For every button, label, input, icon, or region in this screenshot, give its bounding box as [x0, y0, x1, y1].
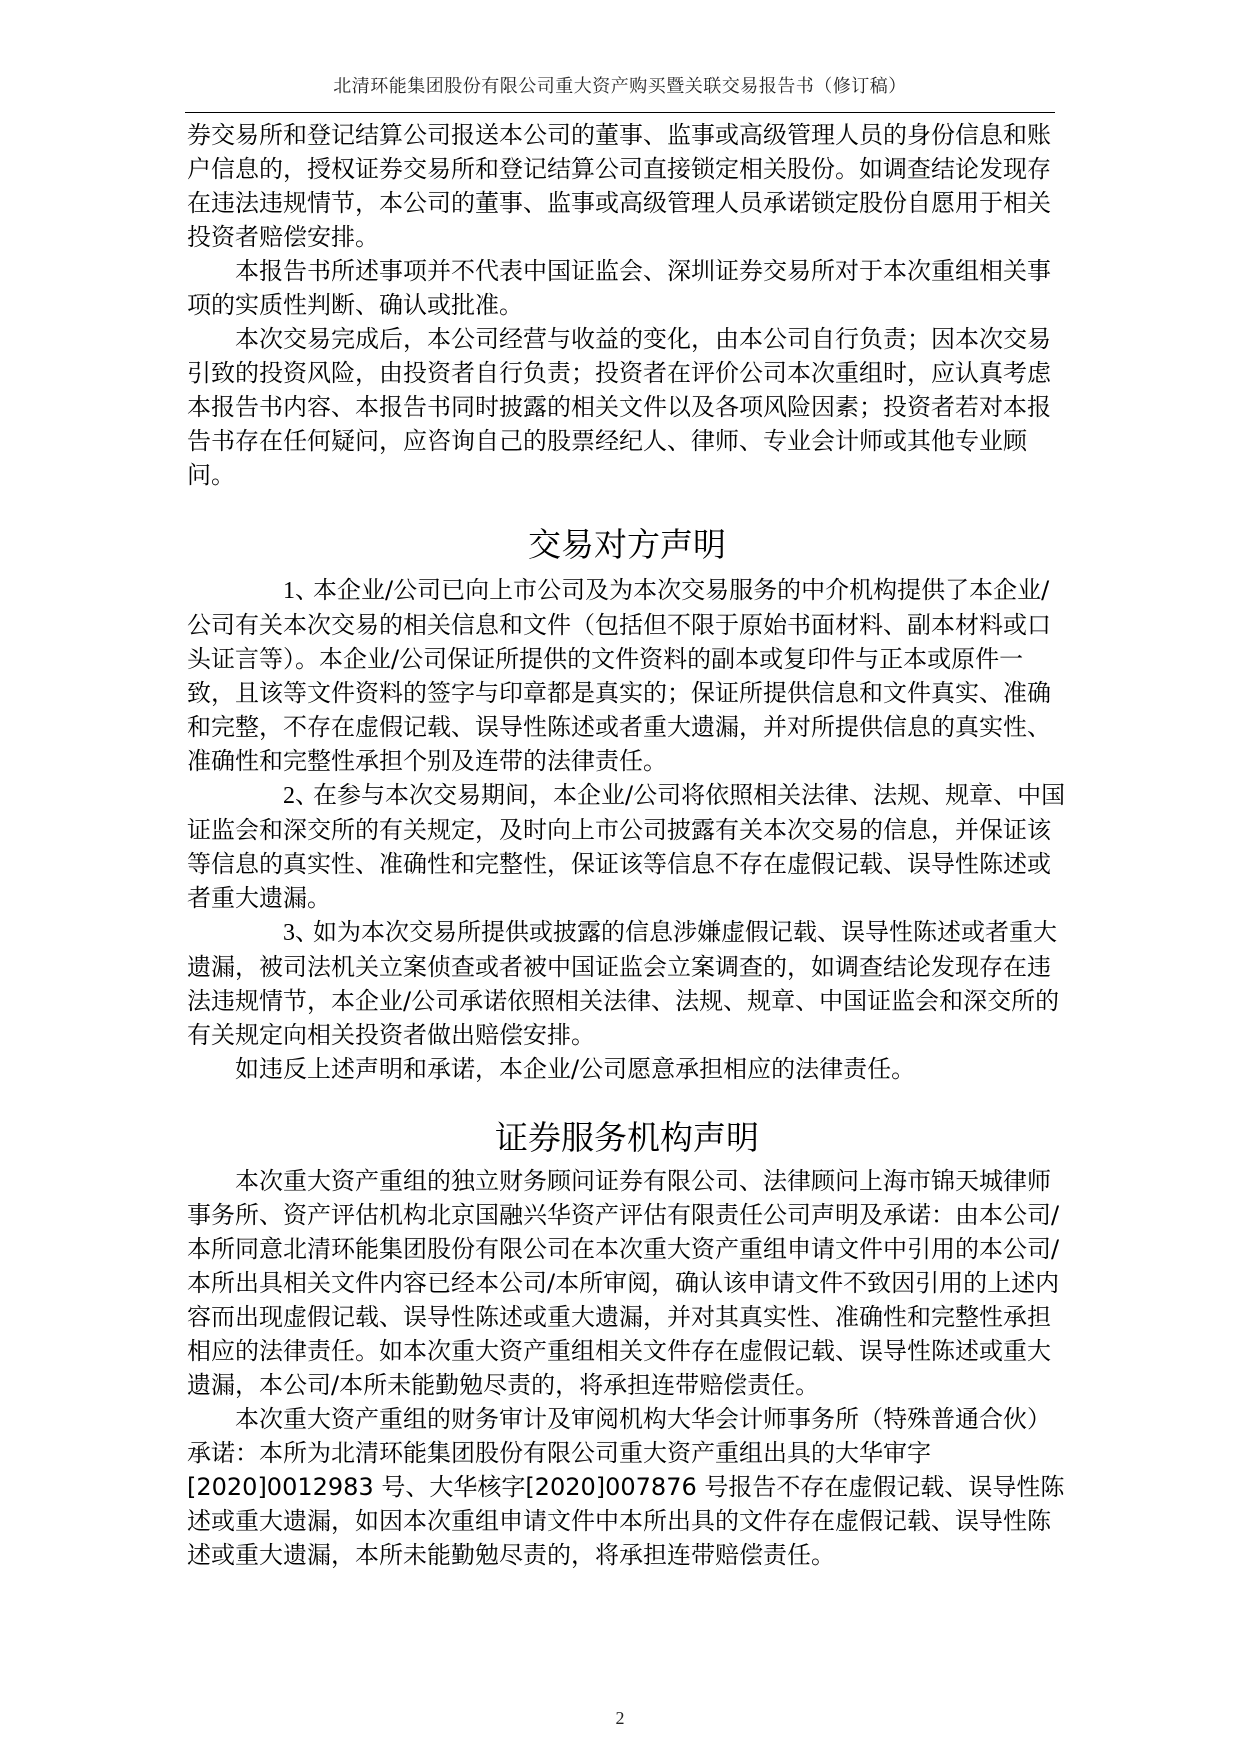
- continuation-paragraph: 券交易所和登记结算公司报送本公司的董事、监事或高级管理人员的身份信息和账户信息的，授权证券交易所和登记结算公司直接锁定相关股份。如调查结论发现存在违法违规情节，本公司的董事、监事或高级管理人员承诺锁定股份自愿用于相关投资者赔偿安排。: [187, 121, 1051, 251]
- item-text: 在参与本次交易期间，本企业/公司将依照相关法律、法规、规章、中国证监会和深交所的有关规定，及时向上市公司披露有关本次交易的信息，并保证该等信息的真实性、准确性和完整性，保证该等信息不存在虚假记载、误导性陈述或者重大遗漏。: [187, 781, 1066, 912]
- item-number: 1、: [283, 578, 319, 604]
- page-number: 2: [615, 1708, 625, 1728]
- item-text: 如为本次交易所提供或披露的信息涉嫌虚假记载、误导性陈述或者重大遗漏，被司法机关立案侦查或者被中国证监会立案调查的，如调查结论发现存在违法违规情节，本企业/公司承诺依照相关法律、法规、规章、中国证监会和深交所的有关规定向相关投资者做出赔偿安排。: [187, 918, 1060, 1049]
- risk-paragraph: 本次交易完成后，本公司经营与收益的变化，由本公司自行负责；因本次交易引致的投资风险，由投资者自行负责；投资者在评价公司本次重组时，应认真考虑本报告书内容、本报告书同时披露的相关文件以及各项风险因素；投资者若对本报告书存在任何疑问，应咨询自己的股票经纪人、律师、专业会计师或其他专业顾问。: [187, 325, 1051, 489]
- header-divider: [185, 112, 1055, 113]
- counterparty-item-1: [187, 573, 1067, 778]
- item-number: 2、: [283, 783, 319, 809]
- item-number: 3、: [283, 920, 319, 946]
- document-header: 北清环能集团股份有限公司重大资产购买暨关联交易报告书（修订稿）: [333, 76, 907, 97]
- disclaimer-paragraph: 本报告书所述事项并不代表中国证监会、深圳证券交易所对于本次重组相关事项的实质性判断、确认或批准。: [187, 257, 1051, 319]
- counterparty-closing: 如违反上述声明和承诺，本企业/公司愿意承担相应的法律责任。: [235, 1055, 916, 1083]
- counterparty-item-3: [187, 915, 1067, 1052]
- service-paragraph-1: 本次重大资产重组的独立财务顾问证券有限公司、法律顾问上海市锦天城律师事务所、资产评估机构北京国融兴华资产评估有限责任公司声明及承诺：由本公司/本所同意北清环能集团股份有限公司在本次重大资产重组申请文件中引用的本公司/本所出具相关文件内容已经本公司/本所审阅，确认该申请文件不致因引用的上述内容而出现虚假记载、误导性陈述或重大遗漏，并对其真实性、准确性和完整性承担相应的法律责任。如本次重大资产重组相关文件存在虚假记载、误导性陈述或重大遗漏，本公司/本所未能勤勉尽责的，将承担连带赔偿责任。: [187, 1167, 1060, 1399]
- counterparty-declaration-heading: 交易对方声明: [528, 525, 726, 564]
- service-declaration-heading: 证券服务机构声明: [495, 1118, 759, 1157]
- service-paragraph-2: 本次重大资产重组的财务审计及审阅机构大华会计师事务所（特殊普通合伙）承诺：本所为北清环能集团股份有限公司重大资产重组出具的大华审字[2020]0012983 号、大华核字[2020]007876 号报告不存在虚假记载、误导性陈述或重大遗漏，如因本次重组申请文件中本所出具的文件存在虚假记载、误导性陈述或重大遗漏，本所未能勤勉尽责的，将承担连带赔偿责任。: [187, 1405, 1065, 1569]
- document-body: [187, 118, 1067, 1572]
- counterparty-item-2: [187, 778, 1067, 915]
- item-text: 本企业/公司已向上市公司及为本次交易服务的中介机构提供了本企业/ 公司有关本次交易的相关信息和文件（包括但不限于原始书面材料、副本材料或口头证言等）。本企业/公司保证所提供的文件资料的副本或复印件与正本或原件一致，且该等文件资料的签字与印章都是真实的；保证所提供信息和文件真实、准确和完整，不存在虚假记载、误导性陈述或者重大遗漏，并对所提供信息的真实性、准确性和完整性承担个别及连带的法律责任。: [187, 576, 1051, 775]
